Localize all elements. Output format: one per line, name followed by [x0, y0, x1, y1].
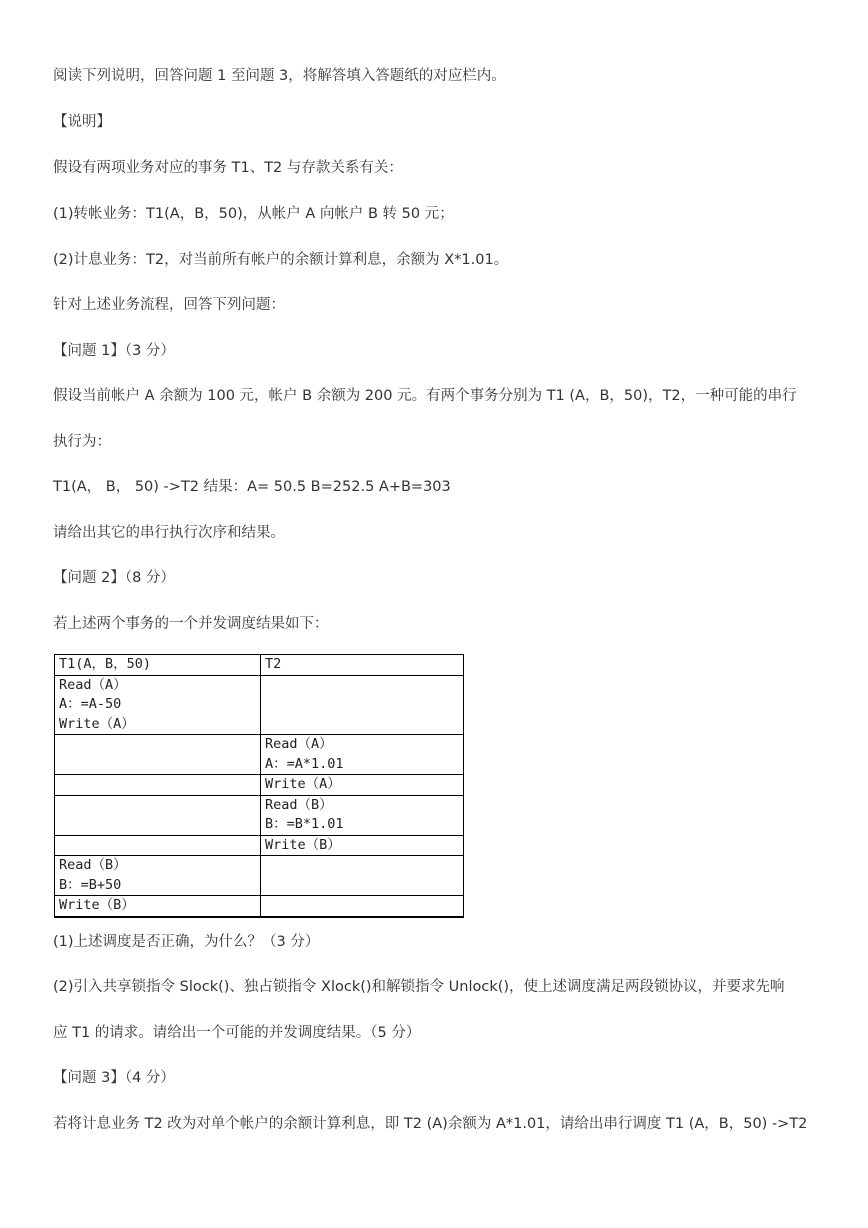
t1-cell	[55, 775, 261, 796]
question-2-intro: 若上述两个事务的一个并发调度结果如下：	[53, 616, 329, 632]
schedule-row	[55, 795, 464, 835]
question-1-text: 假设当前帐户 A 余额为 100 元，帐户 B 余额为 200 元。有两个事务分别为 T1 (A，B，50)，T2，一种可能的串行	[53, 388, 797, 404]
t1-cell	[55, 735, 261, 775]
t2-cell: Write（A）	[261, 775, 464, 796]
question-3-text: 若将计息业务 T2 改为对单个帐户的余额计算利息，即 T2 (A)余额为 A*1.01，请给出串行调度 T1 (A，B，50) ->T2	[53, 1116, 808, 1132]
schedule-row	[55, 675, 464, 735]
schedule-header-row	[55, 655, 464, 676]
header-t1: T1(A，B，50)	[55, 655, 261, 676]
question-1-ask: 请给出其它的串行执行次序和结果。	[53, 525, 285, 541]
t2-cell: Write（B）	[261, 835, 464, 856]
t2-cell	[261, 856, 464, 896]
t1-cell: Read（B） B：=B+50	[55, 856, 261, 896]
t2-cell	[261, 675, 464, 735]
t2-cell: Read（B） B：=B*1.01	[261, 795, 464, 835]
t2-cell: Read（A） A：=A*1.01	[261, 735, 464, 775]
question-1-text-continued: 执行为：	[53, 434, 111, 450]
t1-cell: Read（A） A：=A-50 Write（A）	[55, 675, 261, 735]
question-2-sub-2-continued: 应 T1 的请求。请给出一个可能的并发调度结果。（5 分）	[53, 1025, 421, 1041]
schedule-row	[55, 735, 464, 775]
question-2-heading: 【问题 2】（8 分）	[53, 570, 175, 586]
t1-cell: Write（B）	[55, 896, 261, 917]
schedule-row	[55, 835, 464, 856]
schedule-row	[55, 775, 464, 796]
transfer-item: (1)转帐业务：T1(A，B，50)，从帐户 A 向帐户 B 转 50 元；	[53, 206, 454, 222]
explanation-heading: 【说明】	[53, 114, 111, 130]
schedule-table	[54, 654, 464, 918]
interest-item: (2)计息业务：T2，对当前所有帐户的余额计算利息，余额为 X*1.01。	[53, 252, 509, 268]
intro-text: 阅读下列说明，回答问题 1 至问题 3，将解答填入答题纸的对应栏内。	[53, 68, 506, 84]
question-2-sub-2: (2)引入共享锁指令 Slock()、独占锁指令 Xlock()和解锁指令 Unlock()，使上述调度满足两段锁协议，并要求先响	[53, 979, 785, 995]
t1-cell	[55, 835, 261, 856]
question-2-sub-1: (1)上述调度是否正确，为什么？（3 分）	[53, 934, 320, 950]
schedule-row	[55, 896, 464, 917]
question-3-heading: 【问题 3】（4 分）	[53, 1070, 175, 1086]
t1-cell	[55, 795, 261, 835]
question-1-example: T1(A， B， 50) ->T2 结果：A= 50.5 B=252.5 A+B=303	[53, 479, 451, 495]
question-1-heading: 【问题 1】（3 分）	[53, 343, 175, 359]
header-t2: T2	[261, 655, 464, 676]
schedule-row	[55, 856, 464, 896]
t2-cell	[261, 896, 464, 917]
answer-prompt: 针对上述业务流程，回答下列问题：	[53, 297, 285, 313]
assumption-text: 假设有两项业务对应的事务 T1、T2 与存款关系有关：	[53, 160, 403, 176]
